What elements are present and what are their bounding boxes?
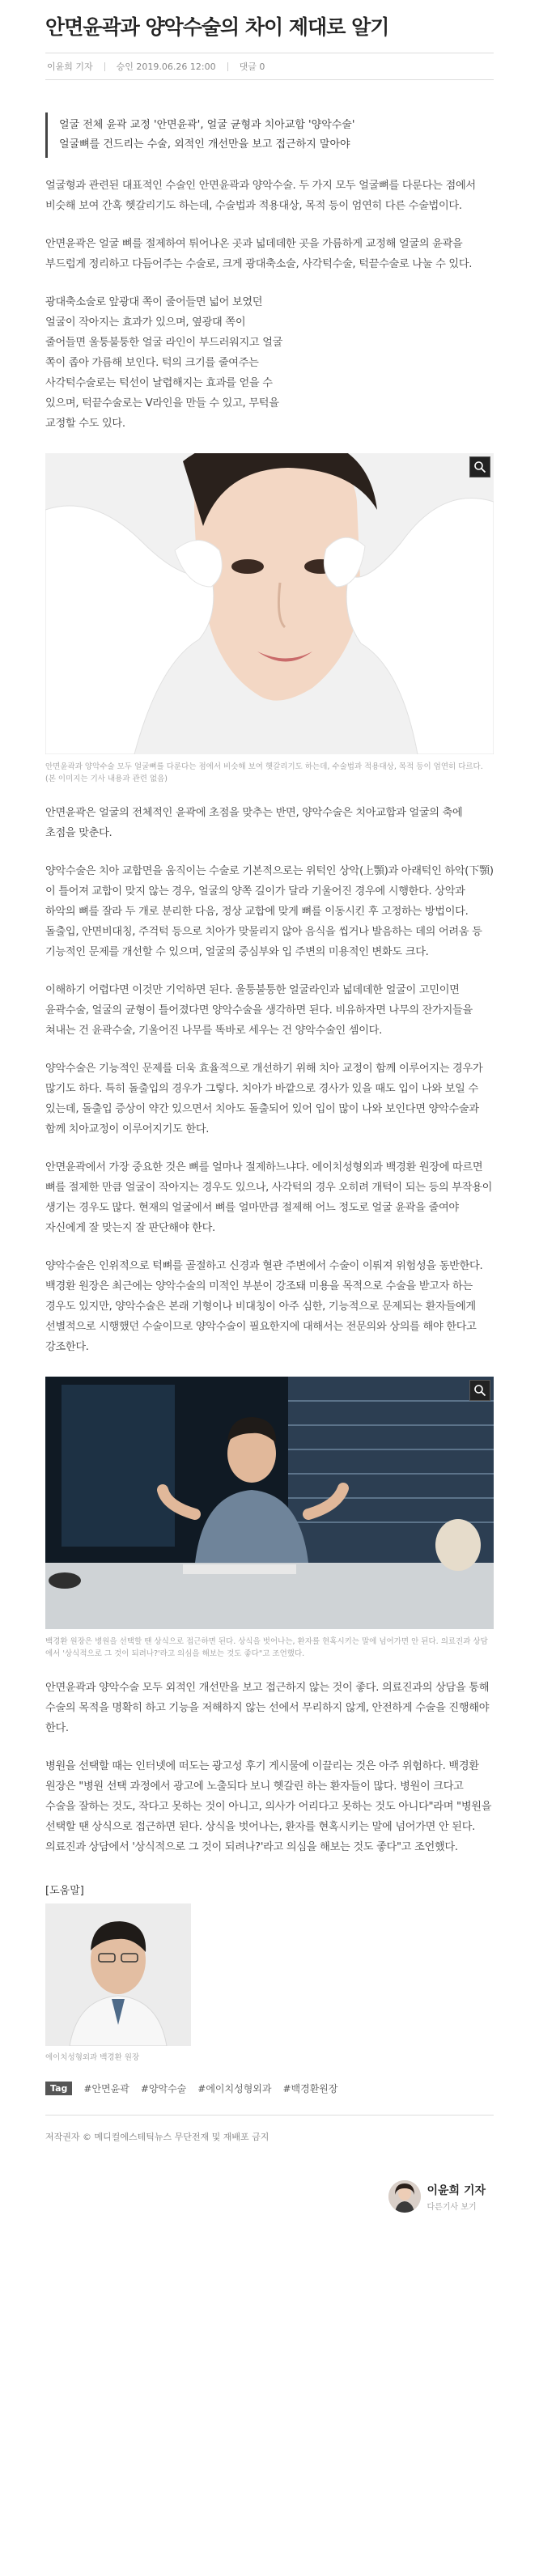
doctor-thumbnail[interactable]	[45, 1903, 191, 2046]
body-paragraph: 양악수술은 인위적으로 턱뼈를 골절하고 신경과 혈관 주변에서 수술이 이뤄져 위험성을 동반한다. 백경환 원장은 최근에는 양악수술의 미적인 부분이 강조돼 미용을 목적으로 수술을 받고자 하는 경우도 있지만, 양악수술은 본래 기형이나 비대칭이 아주 심한, 기능적으로 문제되는 환자들에게 선별적으로 시행했던 수술이므로 양악수술이 필요한지에 대해서는 전문의와 상의를 해야 한다고 강조한다.	[45, 1260, 483, 1353]
doctor-portrait	[45, 1903, 191, 2046]
body-paragraph: 안면윤곽과 양악수술 모두 외적인 개선만을 보고 접근하지 않는 것이 좋다. 의료진과의 상담을 통해 수술의 목적을 명확히 하고 기능을 저해하지 않는 선에서 무리하지 않게, 안전하게 수술을 진행해야 한다.	[45, 1682, 490, 1734]
doctor-illustration	[45, 1377, 494, 1629]
body-paragraph: 안면윤곽에서 가장 중요한 것은 뼈를 얼마나 절제하느냐다. 에이치성형외과 백경환 원장에 따르면 뼈를 절제한 만큼 얼굴이 작아지는 경우도 있으나, 사각턱의 경우 오히려 개턱이 되는 등의 부작용이 생기는 경우도 많다. 현재의 얼굴에서 뼈를 얼마만큼 절제해 어느 정도로 얼굴 윤곽을 줄여야 자신에게 잘 맞는지 잘 판단해야 한다.	[45, 1161, 493, 1234]
avatar-icon	[388, 2180, 421, 2213]
tag-link[interactable]: #양악수술	[140, 2083, 187, 2094]
tag-list	[45, 2082, 494, 2095]
body-paragraph: 안면윤곽은 얼굴의 전체적인 윤곽에 초점을 맞추는 반면, 양악수술은 치아교합과 얼굴의 축에 초점을 맞춘다.	[45, 807, 463, 839]
figure-caption: 안면윤곽과 양악수술 모두 얼굴뼈를 다룬다는 점에서 비슷해 보여 헷갈리기도 하는데, 수술법과 적용대상, 목적 등이 엄연히 다르다. (본 이미지는 기사 내용과 관련 없음)	[45, 762, 483, 783]
writer-more-link[interactable]: 다른기사 보기	[427, 2202, 477, 2212]
related-title: [도움말]	[45, 1885, 84, 1897]
body-paragraph: 안면윤곽은 얼굴 뼈를 절제하여 튀어나온 곳과 넓데데한 곳을 가름하게 교정해 얼굴의 윤곽을 부드럽게 정리하고 다듬어주는 수술로, 크게 광대축소술, 사각턱수술, 턱끝수술로 나눌 수 있다.	[45, 238, 473, 270]
writer-name: 이윤희 기자	[427, 2183, 486, 2197]
body-paragraph: 양악수술은 치아 교합면을 움직이는 수술로 기본적으로는 위턱인 상악(上顎)과 아래턱인 하악(下顎)이 틀어져 교합이 맞지 않는 경우, 얼굴의 양쪽 길이가 달라 기울어진 경우에 시행한다. 상악과 하악의 뼈를 잘라 두 개로 분리한 다음, 정상 교합에 맞게 뼈를 이동시킨 후 고정하는 방법이다. 돌출입, 안면비대칭, 주걱턱 등으로 치아가 맞물리지 않아 음식을 씹거나 발음하는 데의 어려움 등 기능적인 문제를 개선할 수 있으며, 얼굴의 중심부와 입 주변의 미용적인 변화도 크다.	[45, 865, 494, 958]
related-caption: 에이치성형외과 백경환 원장	[45, 2053, 140, 2062]
article-subtitle	[45, 112, 494, 158]
writer-card[interactable]	[388, 2180, 486, 2213]
tag-link[interactable]: #에이치성형외과	[197, 2083, 272, 2094]
magnifier-icon	[473, 1384, 486, 1397]
tag-link[interactable]: #백경환원장	[282, 2083, 338, 2094]
article-title: 안면윤곽과 양악수술의 차이 제대로 알기	[45, 15, 389, 39]
face-photo[interactable]	[45, 453, 494, 754]
reporter-name[interactable]: 이윤희 기자	[47, 62, 93, 72]
zoom-button[interactable]	[469, 1380, 490, 1401]
zoom-button[interactable]	[469, 456, 490, 477]
face-illustration	[45, 453, 494, 754]
related-person	[45, 1903, 191, 2062]
meta-divider	[104, 62, 105, 71]
article-figure-2	[45, 1377, 494, 1660]
copyright-notice: 저작권자 © 메디컬에스테틱뉴스 무단전재 및 재배포 금지	[45, 2115, 494, 2143]
figure-caption: 백경환 원장은 병원을 선택할 땐 상식으로 접근하면 된다. 상식을 벗어나는, 환자를 현혹시키는 말에 넘어가면 안 된다. 의료진과 상담에서 '상식적으로 그 것이 되려나?'라고 의심을 해보는 것도 좋다"고 조언했다.	[45, 1637, 488, 1658]
magnifier-icon	[473, 460, 486, 473]
tag-link[interactable]: #안면윤곽	[83, 2083, 129, 2094]
comment-count[interactable]: 댓글 0	[239, 62, 265, 72]
subtitle-line: 얼굴 전체 윤곽 교정 '안면윤곽', 얼굴 균형과 치아교합 '양악수술'	[59, 119, 355, 131]
writer-avatar	[388, 2180, 421, 2213]
article-figure-1	[45, 453, 494, 785]
subtitle-line: 얼굴뼈를 건드리는 수술, 외적인 개선만을 보고 접근하지 말아야	[59, 138, 350, 151]
body-paragraph: 병원을 선택할 때는 인터넷에 떠도는 광고성 후기 게시물에 이끌리는 것은 아주 위험하다. 백경환 원장은 "병원 선택 과정에서 광고에 노출되다 보니 헷갈린 하는 환자들이 많다. 병원이 크다고 수술을 잘하는 것도, 작다고 못하는 것이 아니고, 의사가 어리다고 못하는 것도 아니다"라며 "병원을 선택할 땐 상식으로 접근하면 된다. 상식을 벗어나는, 환자를 현혹시키는 말에 넘어가면 안 된다. 의료진과 상담에서 '상식적으로 그 것이 되려나?'라고 의심을 해보는 것도 좋다"고 조언했다.	[45, 1760, 492, 1853]
body-paragraph: 이해하기 어렵다면 이것만 기억하면 된다. 울퉁불퉁한 얼굴라인과 넓데데한 얼굴이 고민이면 윤곽수술, 얼굴의 균형이 틀어졌다면 양악수술을 생각하면 된다. 비유하자면 나무의 잔가지들을 쳐내는 건 윤곽수술, 기울어진 나무를 똑바로 세우는 건 양악수술인 셈이다.	[45, 984, 473, 1037]
writer-section	[45, 2143, 494, 2219]
doctor-photo[interactable]	[45, 1377, 494, 1629]
article-meta	[45, 53, 494, 80]
body-paragraph: 얼굴형과 관련된 대표적인 수술인 안면윤곽과 양악수술. 두 가지 모두 얼굴뼈를 다룬다는 점에서 비슷해 보여 간혹 헷갈리기도 하는데, 수술법과 적용대상, 목적 등이 엄연히 다른 수술법이다.	[45, 180, 476, 212]
meta-divider	[227, 62, 228, 71]
related-box	[45, 1882, 494, 2062]
approved-date: 승인 2019.06.26 12:00	[116, 62, 216, 72]
body-paragraph: 광대축소술로 앞광대 쪽이 줄어들면 넓어 보였던 얼굴이 작아지는 효과가 있으며, 옆광대 쪽이 줄어들면 울퉁불퉁한 얼굴 라인이 부드러워지고 얼굴 쪽이 좁아 가름해 보인다. 턱의 크기를 줄여주는 사각턱수술로는 턱선이 날렵해지는 효과를 얻을 수 있으며, 턱끝수술로는 V라인을 만들 수 있고, 무턱을 교정할 수도 있다.	[45, 296, 283, 430]
tag-label: Tag	[45, 2082, 72, 2095]
body-paragraph: 양악수술은 기능적인 문제를 더욱 효율적으로 개선하기 위해 치아 교정이 함께 이루어지는 경우가 많기도 하다. 특히 돌출입의 경우가 그렇다. 치아가 바깥으로 경사가 있을 때도 입이 나와 보일 수 있는데, 돌출입 증상이 약간 있으면서 치아도 돌출되어 있어 입이 많이 나와 보인다면 양악수술과 함께 치아교정이 이루어지기도 한다.	[45, 1063, 483, 1135]
